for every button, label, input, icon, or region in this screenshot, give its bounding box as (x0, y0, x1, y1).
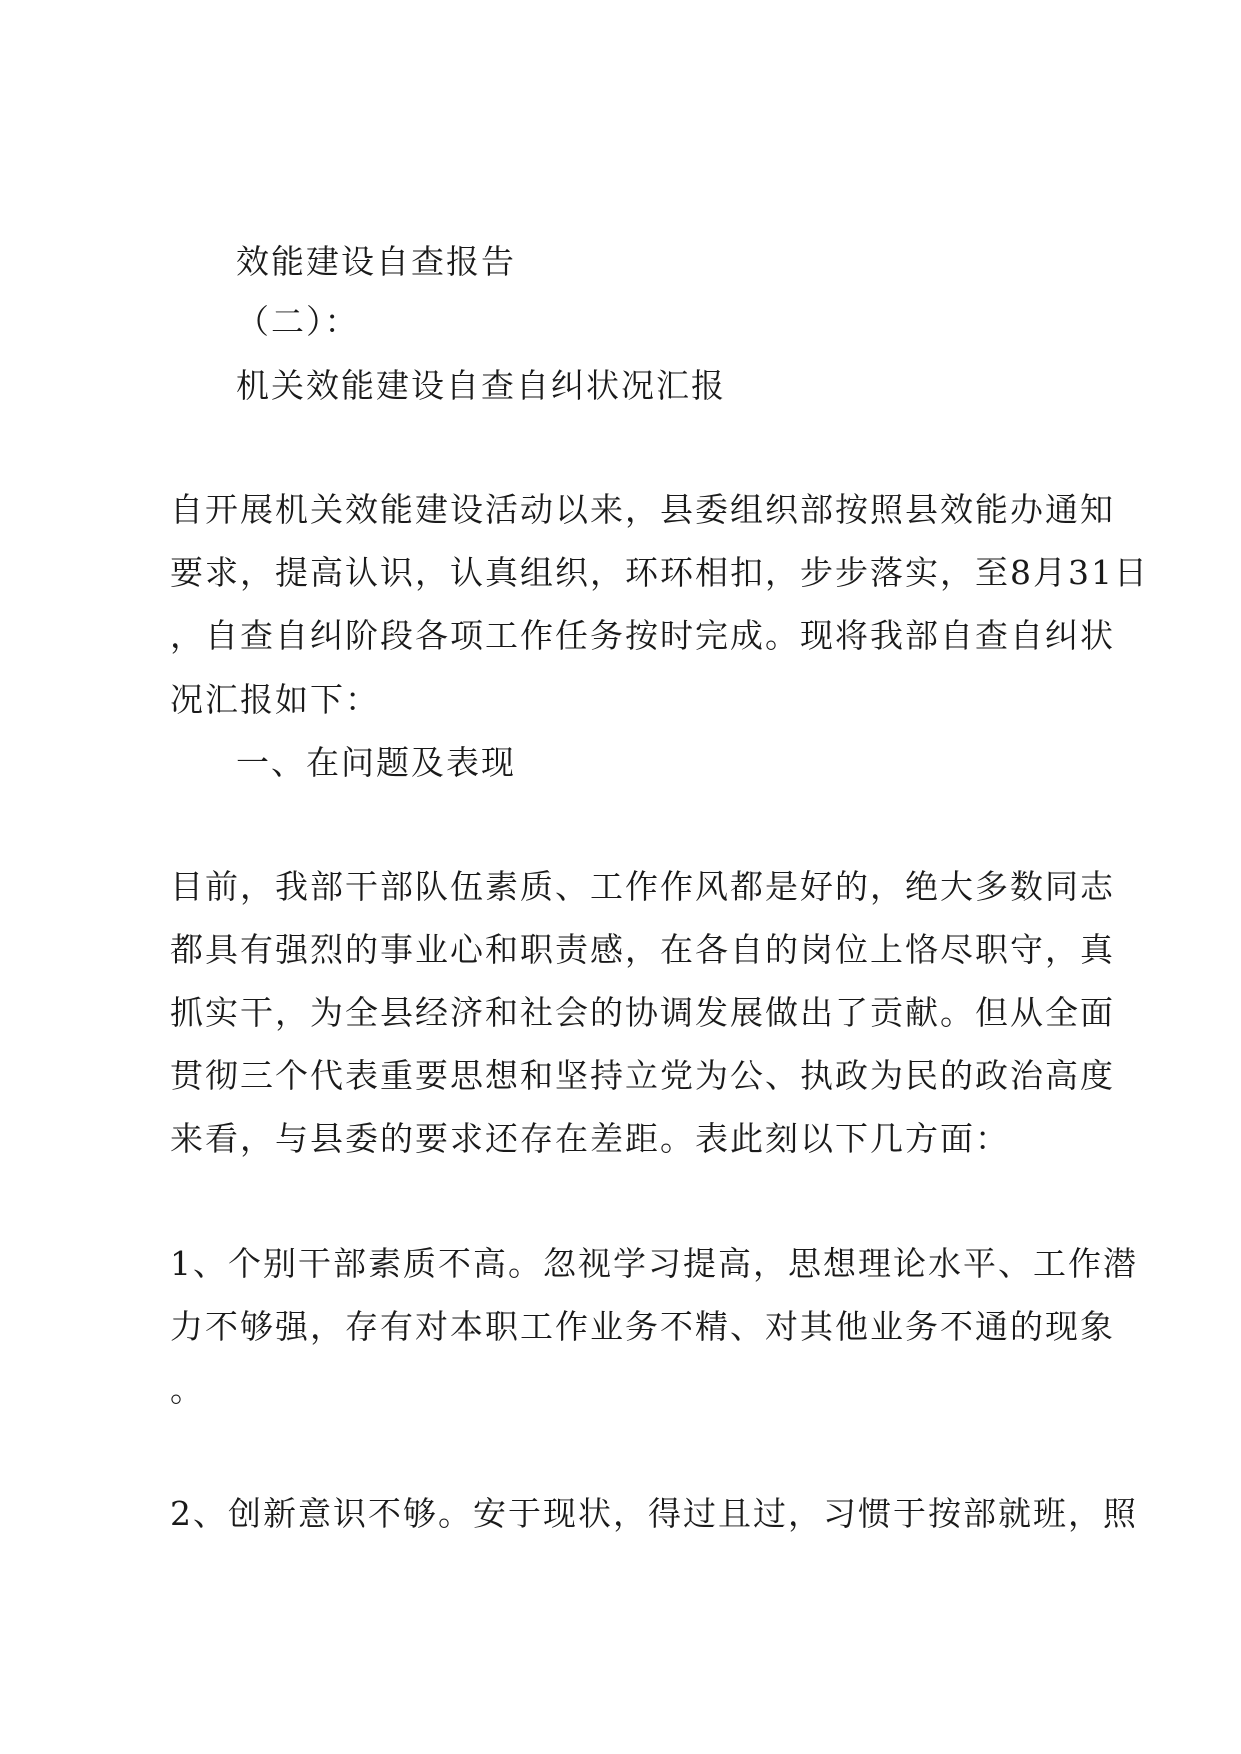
paragraph-line: ，自查自纠阶段各项工作任务按时完成。现将我部自查自纠状 (170, 616, 1115, 655)
paragraph-line: 要求，提高认识，认真组织，环环相扣，步步落实，至8月31日 (170, 553, 1149, 592)
list-item-line: 1、个别干部素质不高。忽视学习提高，思想理论水平、工作潜 (170, 1244, 1138, 1283)
paragraph-line: 目前，我部干部队伍素质、工作作风都是好的，绝大多数同志 (170, 867, 1115, 906)
document-subtitle-number: （二）： (236, 302, 360, 341)
list-item-line: 。 (170, 1370, 205, 1409)
list-item-line: 力不够强，存有对本职工作业务不精、对其他业务不通的现象 (170, 1307, 1115, 1346)
section-heading: 一、在问题及表现 (236, 743, 516, 782)
paragraph-line: 自开展机关效能建设活动以来，县委组织部按照县效能办通知 (170, 490, 1115, 529)
paragraph-line: 抓实干，为全县经济和社会的协调发展做出了贡献。但从全面 (170, 993, 1115, 1032)
paragraph-line: 况汇报如下： (170, 680, 380, 719)
document-title: 效能建设自查报告 (236, 242, 516, 281)
paragraph-line: 贯彻三个代表重要思想和坚持立党为公、执政为民的政治高度 (170, 1056, 1115, 1095)
document-subtitle: 机关效能建设自查自纠状况汇报 (236, 366, 726, 405)
paragraph-line: 来看，与县委的要求还存在差距。表此刻以下几方面： (170, 1119, 1010, 1158)
paragraph-line: 都具有强烈的事业心和职责感，在各自的岗位上恪尽职守，真 (170, 930, 1115, 969)
list-item-line: 2、创新意识不够。安于现状，得过且过，习惯于按部就班，照 (170, 1494, 1138, 1533)
